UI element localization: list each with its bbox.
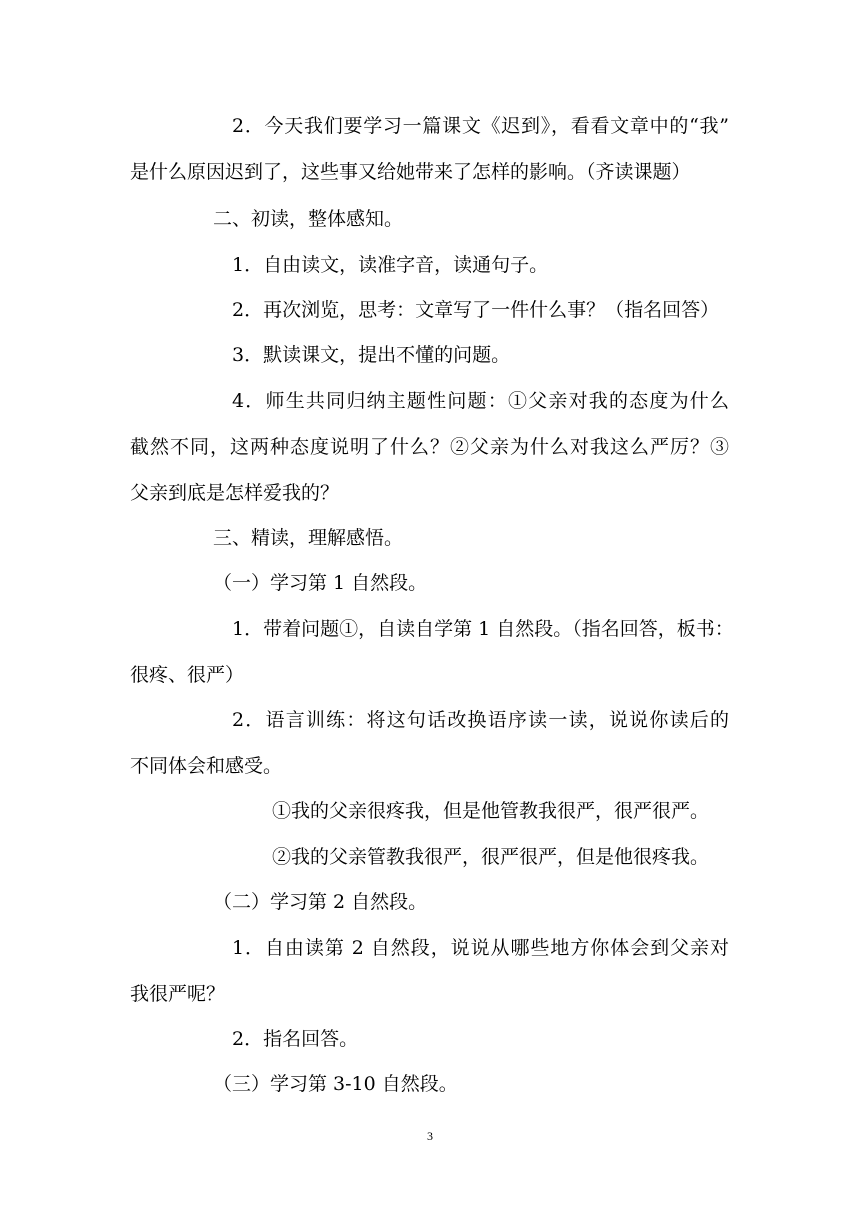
subsection-heading: （一）学习第 1 自然段。 [213,572,428,594]
text-line: 2．今天我们要学习一篇课文《迟到》，看看文章中的“我” [232,115,729,137]
text-line: 3．默读课文，提出不懂的问题。 [232,344,511,366]
section-heading: 二、初读，整体感知。 [213,208,404,230]
example-sentence: ②我的父亲管教我很严，很严很严，但是他很疼我。 [272,846,710,868]
text-line: 1．自由读第 2 自然段，说说从哪些地方你体会到父亲对 [232,937,729,959]
section-heading: 三、精读，理解感悟。 [213,527,404,549]
text-line: 2．再次浏览，思考：文章写了一件什么事？（指名回答） [232,299,720,321]
text-line: 是什么原因迟到了，这些事又给她带来了怎样的影响。（齐读课题） [130,161,691,183]
subsection-heading: （二）学习第 2 自然段。 [213,891,428,913]
text-line: 2．语言训练：将这句话改换语序读一读，说说你读后的 [232,709,729,731]
text-line: 1．自由读文，读准字音，读通句子。 [232,254,549,276]
text-line: 我很严呢？ [130,983,226,1005]
text-line: 很疼、很严） [130,664,245,686]
text-line: 截然不同，这两种态度说明了什么？②父亲为什么对我这么严厉？③ [130,436,729,458]
text-line: 不同体会和感受。 [130,755,283,777]
example-sentence: ①我的父亲很疼我，但是他管教我很严，很严很严。 [272,800,710,822]
subsection-heading: （三）学习第 3-10 自然段。 [213,1073,458,1095]
text-line: 父亲到底是怎样爱我的？ [130,482,340,504]
page-number: 3 [427,1129,433,1143]
text-line: 4．师生共同归纳主题性问题：①父亲对我的态度为什么 [232,390,729,412]
text-line: 2．指名回答。 [232,1028,359,1050]
text-line: 1．带着问题①，自读自学第 1 自然段。（指名回答，板书： [232,618,734,640]
